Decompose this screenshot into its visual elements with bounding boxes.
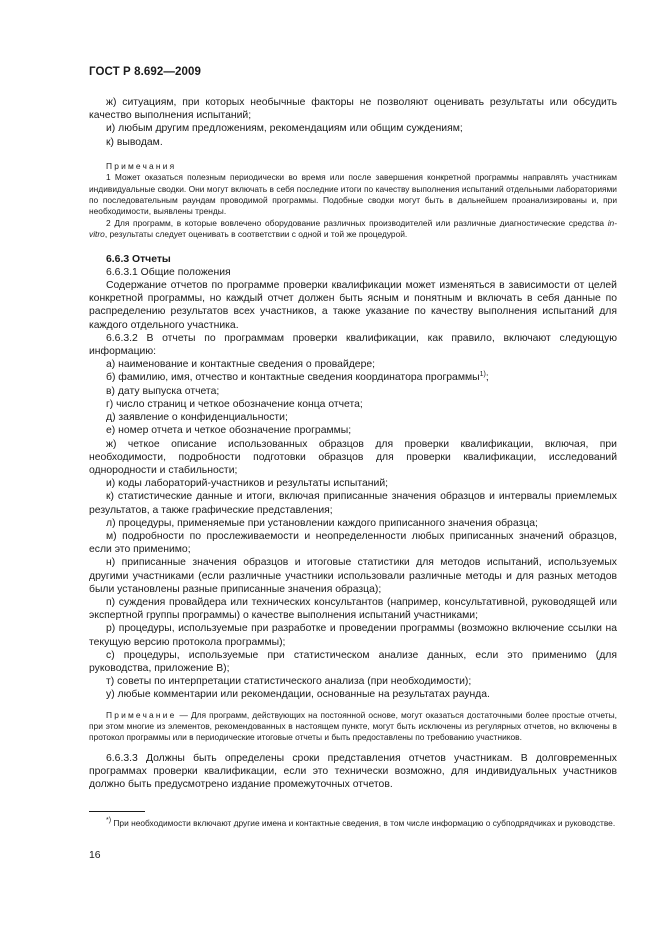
notes-heading: Примечания — [106, 160, 177, 171]
list-item: ж) ситуациям, при которых необычные факторы не позволяют оценивать результаты или обсудить качество выполнения испытаний; — [89, 97, 617, 122]
footnote — [89, 818, 617, 829]
list-item: м) подробности по прослеживаемости и неопределенности любых приписанных значений образцов, если это применимо; — [89, 530, 617, 556]
footnote-text: При необходимости включают другие имена и контактные сведения, в том числе информацию о субподрядчиках и руководстве. — [111, 818, 616, 828]
note-item: 1 Может оказаться полезным периодически во время или после завершения конкретной программы направлять участникам индивидуальные сводки. Они могут включать в себя последние итоги по качеству выполнения испытаний отдельными лабораториями по последовательным раундам проводимой программы. Подобные сводки могут быть в дальнейшем проанализированы и, при необходимости, выявлены тренды. — [89, 172, 617, 217]
note-item — [89, 218, 617, 241]
footnote-marker: *) — [106, 817, 112, 824]
section-heading: 6.6.3 Отчеты — [106, 253, 171, 265]
page-number: 16 — [89, 850, 101, 861]
paragraph: 6.6.3.3 Должны быть определены сроки представления отчетов участникам. В долговременных программах проверки квалификации, если это технически возможно, для индивидуальных участников должно быть предусмотрено издание промежуточных отчетов. — [89, 752, 617, 791]
note-italic-term: in-vitro — [89, 217, 617, 240]
footnote-reference: 1) — [479, 371, 486, 379]
note-text: — Для программ, действующих на постоянной основе, могут оказаться достаточными более простые отчеты, при этом многие из элементов, рекомендованных в настоящем пункте, могут быть исключены из регулярных отчетов, но включены в протокол программы или в периодические итоговые отчеты и быть предоставлены по требованию участников. — [89, 709, 617, 743]
list-item: н) приписанные значения образцов и итоговые статистики для методов испытаний, используемых другими участниками (если различные участники использовали различные методы и для разных методов были установлены разные приписанные значения образца); — [89, 557, 617, 595]
list-item: а) наименование и контактные сведения о провайдере; — [106, 359, 376, 371]
list-item: е) номер отчета и четкое обозначение программы; — [106, 425, 352, 437]
note-text: 2 Для программ, в которые вовлечено оборудование различных производителей или различные диагностические средства — [106, 217, 608, 228]
list-item-end: ; — [485, 372, 489, 384]
list-item: г) число страниц и четкое обозначение конца отчета; — [106, 398, 363, 410]
list-item: в) дату выпуска отчета; — [106, 385, 220, 397]
list-item-text: б) фамилию, имя, отчество и контактные сведения координатора программы — [106, 372, 480, 384]
list-item: т) советы по интерпретации статистического анализа (при необходимости); — [106, 676, 472, 688]
note-heading: Примечание — [106, 709, 177, 720]
list-item: и) любым другим предложениям, рекомендациям или общим суждениям; — [106, 123, 463, 135]
subsection-heading: 6.6.3.1 Общие положения — [106, 266, 231, 278]
paragraph: Содержание отчетов по программе проверки квалификации может изменяться в зависимости от целей конкретной программы, но каждый отчет должен быть ясным и понятным и включать в себя данные по распределению результатов всех участников, а также указание по качеству выполнения испытаний для каждого отдельного участника. — [89, 280, 617, 331]
list-item: ж) четкое описание использованных образцов для проверки квалификации, включая, при необходимости, подробности подготовки образцов для проверки квалификации, исследований однородности и стабильности; — [89, 438, 617, 476]
list-item: л) процедуры, применяемые при установлении каждого приписанного значения образца; — [106, 517, 538, 529]
paragraph: 6.6.3.2 В отчеты по программам проверки квалификации, как правило, включают следующую информацию: — [89, 332, 617, 358]
note — [89, 710, 617, 744]
list-item: д) заявление о конфиденциальности; — [106, 412, 288, 424]
note-text: , результаты следует оценивать в соответствии с одной и той же процедурой. — [104, 229, 408, 240]
list-item: п) суждения провайдера или технических консультантов (например, консультативной, руководящей или экспертной группы программы) о качестве выполнения испытаний участниками; — [89, 596, 617, 622]
list-item: к) статистические данные и итоги, включая приписанные значения образцов и интервалы приемлемых результатов, а также графические представления; — [89, 491, 617, 516]
list-item: у) любые комментарии или рекомендации, основанные на результатах раунда. — [106, 689, 490, 701]
document-header: ГОСТ Р 8.692—2009 — [89, 66, 201, 78]
list-item: и) коды лабораторий-участников и результаты испытаний; — [106, 478, 389, 490]
page-body — [89, 96, 617, 791]
list-item: с) процедуры, используемые при статистическом анализе данных, если это применимо (для руководства, приложение В); — [89, 649, 617, 674]
list-item: р) процедуры, используемые при разработке и проведении программы (возможно включение ссылки на текущую версию протокола программы); — [89, 623, 617, 648]
list-item: к) выводам. — [106, 136, 163, 148]
footnote-divider — [89, 811, 145, 812]
list-item — [89, 371, 617, 384]
